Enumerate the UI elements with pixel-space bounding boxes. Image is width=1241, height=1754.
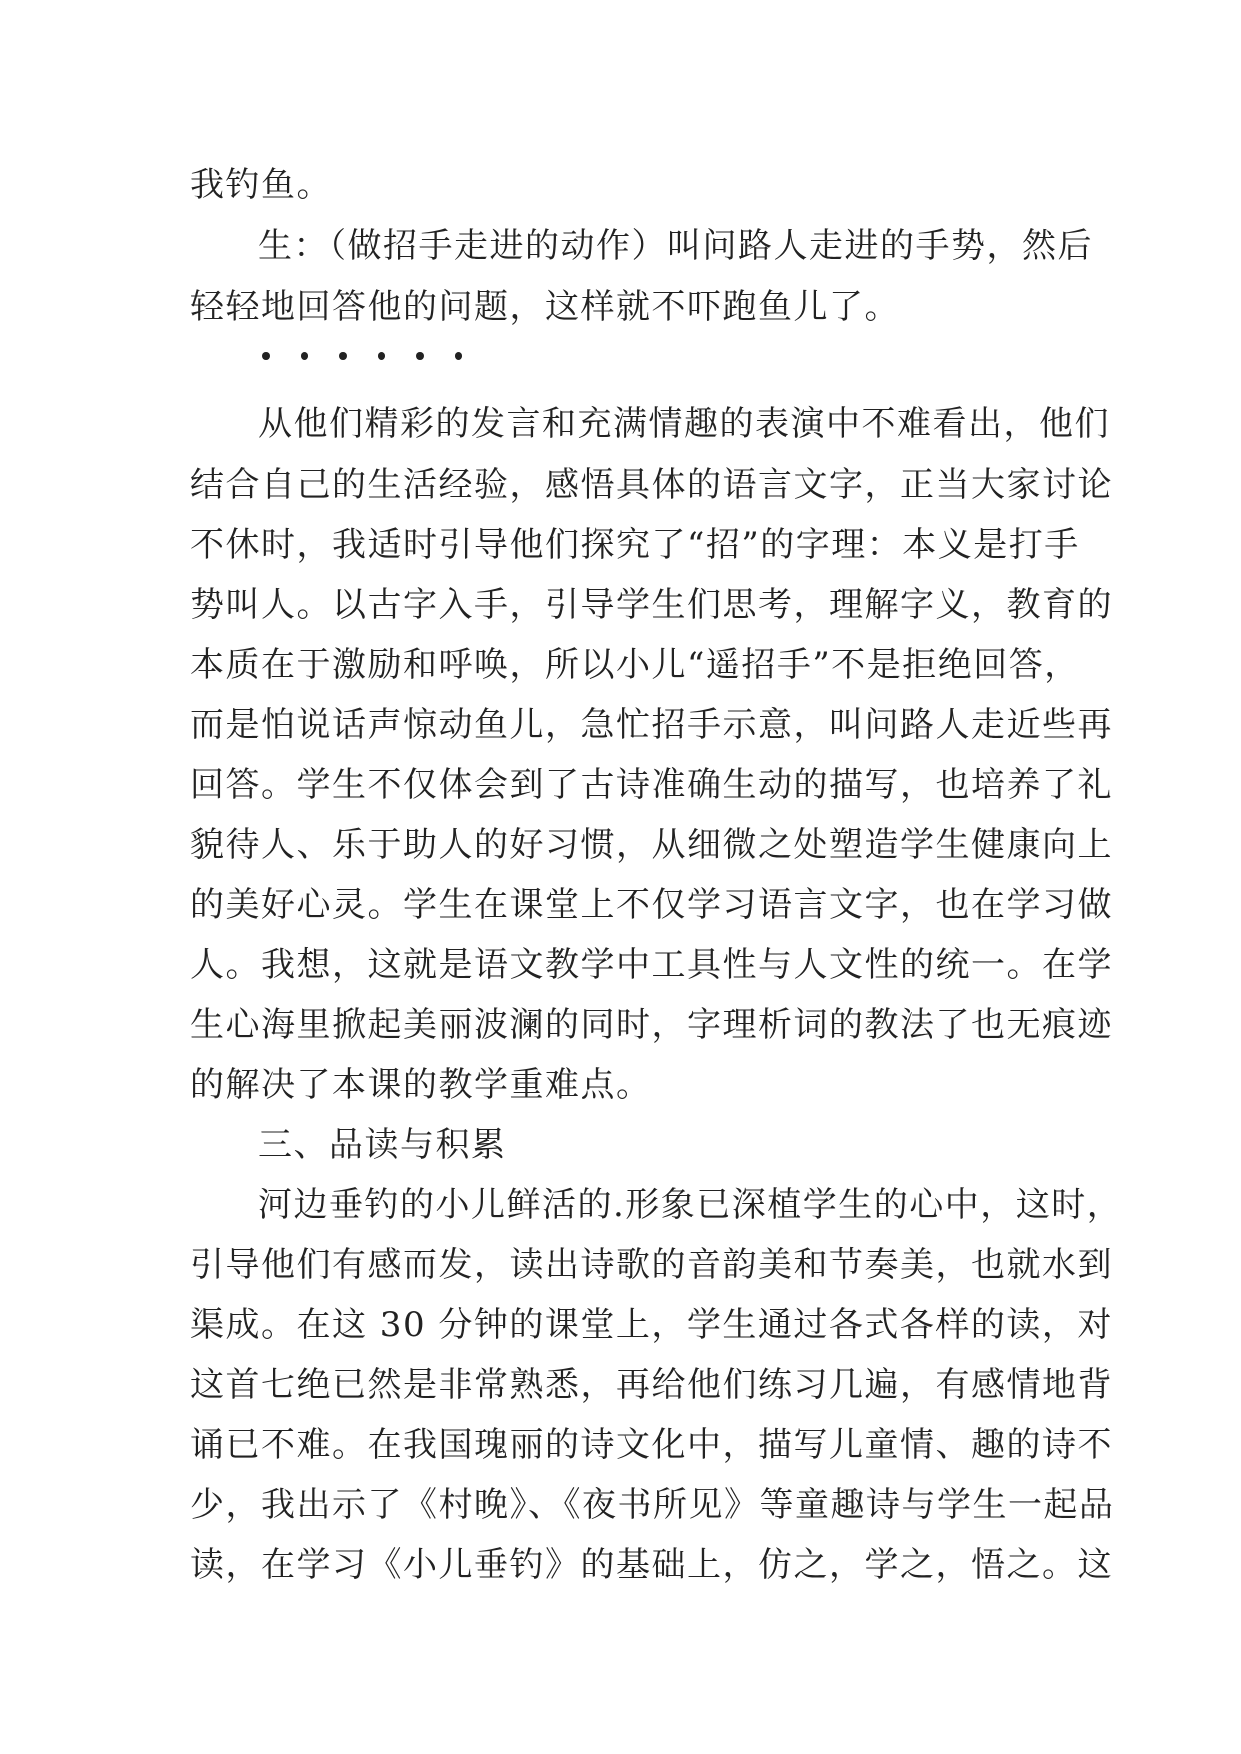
- dot: [339, 352, 347, 360]
- text-line: 引导他们有感而发，读出诗歌的音韵美和节奏美，也就水到: [190, 1245, 1113, 1285]
- dot: [301, 352, 309, 360]
- dot: [416, 352, 424, 360]
- text-line: 的解决了本课的教学重难点。: [190, 1065, 652, 1105]
- text-line: 轻轻地回答他的问题，这样就不吓跑鱼儿了。: [190, 287, 900, 327]
- text-line: 诵已不难。在我国瑰丽的诗文化中，描写儿童情、趣的诗不: [190, 1425, 1113, 1465]
- dot: [455, 352, 463, 360]
- text-line: 不休时，我适时引导他们探究了“招”的字理：本义是打手: [190, 525, 1080, 565]
- text-line: 回答。学生不仅体会到了古诗准确生动的描写，也培养了礼: [190, 765, 1113, 805]
- text-line: 我钓鱼。: [190, 165, 332, 205]
- text-line: 势叫人。以古字入手，引导学生们思考，理解字义，教育的: [190, 585, 1113, 625]
- text-line: 少，我出示了《村晚》、《夜书所见》等童趣诗与学生一起品: [190, 1485, 1115, 1525]
- text-line: 人。我想，这就是语文教学中工具性与人文性的统一。在学: [190, 945, 1113, 985]
- text-line: 生：（做招手走进的动作）叫问路人走进的手势，然后: [258, 226, 1093, 266]
- text-line: 这首七绝已然是非常熟悉，再给他们练习几遍，有感情地背: [190, 1365, 1113, 1405]
- text-line: 貌待人、乐于助人的好习惯，从细微之处塑造学生健康向上: [190, 825, 1113, 865]
- text-line: 而是怕说话声惊动鱼儿，急忙招手示意，叫问路人走近些再: [190, 705, 1113, 745]
- text-line: 结合自己的生活经验，感悟具体的语言文字，正当大家讨论: [190, 465, 1113, 505]
- text-line: 读，在学习《小儿垂钓》的基础上，仿之，学之，悟之。这: [190, 1545, 1113, 1585]
- text-line: 生心海里掀起美丽波澜的同时，字理析词的教法了也无痕迹: [190, 1005, 1113, 1045]
- section-heading: 三、品读与积累: [258, 1125, 507, 1165]
- ellipsis-dots: [262, 352, 462, 364]
- dot: [378, 352, 386, 360]
- text-line: 渠成。在这 30 分钟的课堂上，学生通过各式各样的读，对: [190, 1305, 1113, 1345]
- text-line: 本质在于激励和呼唤，所以小儿“遥招手”不是拒绝回答，: [190, 645, 1080, 685]
- text-line: 的美好心灵。学生在课堂上不仅学习语言文字，也在学习做: [190, 885, 1113, 925]
- dot: [262, 352, 270, 360]
- text-line: 从他们精彩的发言和充满情趣的表演中不难看出，他们: [258, 404, 1110, 444]
- text-line: 河边垂钓的小儿鲜活的.形象已深植学生的心中，这时，: [258, 1185, 1123, 1225]
